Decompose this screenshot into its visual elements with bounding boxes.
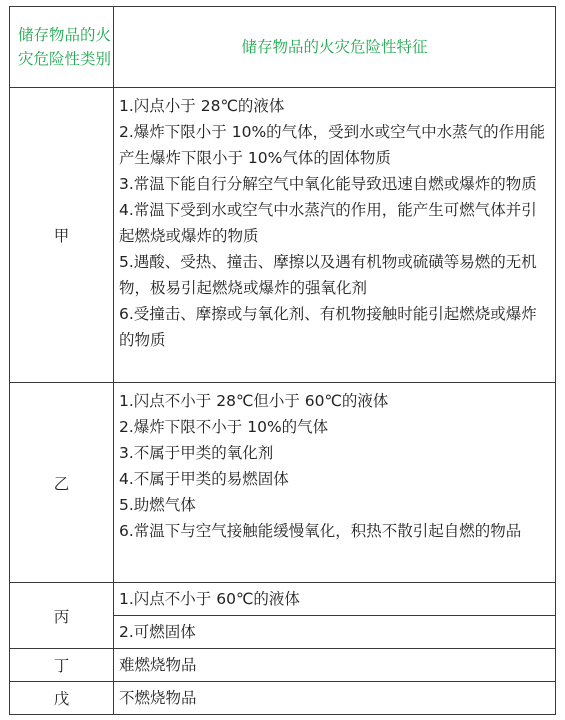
header-feature: 储存物品的火灾危险性特征 bbox=[114, 7, 556, 88]
feature-item: 3.不属于甲类的氧化剂 bbox=[119, 444, 274, 462]
feature-item: 5.助燃气体 bbox=[119, 496, 196, 514]
feature-item: 6.常温下与空气接触能缓慢氧化，积热不散引起自燃的物品 bbox=[119, 522, 522, 540]
feature-list-yi bbox=[114, 383, 556, 583]
feature-item: 2.可燃固体 bbox=[114, 616, 556, 649]
category-bing: 丙 bbox=[10, 583, 114, 649]
category-wu: 戊 bbox=[10, 682, 114, 715]
feature-item: 4.常温下受到水或空气中水蒸汽的作用，能产生可燃气体并引起燃烧或爆炸的物质 bbox=[119, 201, 537, 245]
feature-item: 1.闪点小于 28℃的液体 bbox=[119, 97, 285, 115]
feature-ding: 难燃烧物品 bbox=[114, 649, 556, 682]
feature-item: 2.爆炸下限小于 10%的气体，受到水或空气中水蒸气的作用能产生爆炸下限小于 10%气体的固体物质 bbox=[119, 123, 546, 167]
fire-hazard-table bbox=[9, 6, 556, 715]
feature-item: 1.闪点不小于 28℃但小于 60℃的液体 bbox=[119, 392, 389, 410]
table-row-bing-1 bbox=[10, 583, 556, 616]
table-row-yi bbox=[10, 383, 556, 583]
header-row bbox=[10, 7, 556, 88]
table-row-jia bbox=[10, 88, 556, 383]
feature-wu: 不燃烧物品 bbox=[114, 682, 556, 715]
feature-item: 2.爆炸下限不小于 10%的气体 bbox=[119, 418, 329, 436]
feature-item: 6.受撞击、摩擦或与氧化剂、有机物接触时能引起燃烧或爆炸的物质 bbox=[119, 305, 537, 349]
category-yi: 乙 bbox=[10, 383, 114, 583]
feature-list-jia bbox=[114, 88, 556, 383]
category-ding: 丁 bbox=[10, 649, 114, 682]
feature-item: 5.遇酸、受热、撞击、摩擦以及遇有机物或硫磺等易燃的无机物，极易引起燃烧或爆炸的强氧化剂 bbox=[119, 253, 537, 297]
category-jia: 甲 bbox=[10, 88, 114, 383]
feature-item: 3.常温下能自行分解空气中氧化能导致迅速自燃或爆炸的物质 bbox=[119, 175, 537, 193]
header-category: 储存物品的火灾危险性类别 bbox=[10, 7, 114, 88]
table-row-wu bbox=[10, 682, 556, 715]
feature-item: 4.不属于甲类的易燃固体 bbox=[119, 470, 289, 488]
feature-item: 1.闪点不小于 60℃的液体 bbox=[114, 583, 556, 616]
table-row-ding bbox=[10, 649, 556, 682]
